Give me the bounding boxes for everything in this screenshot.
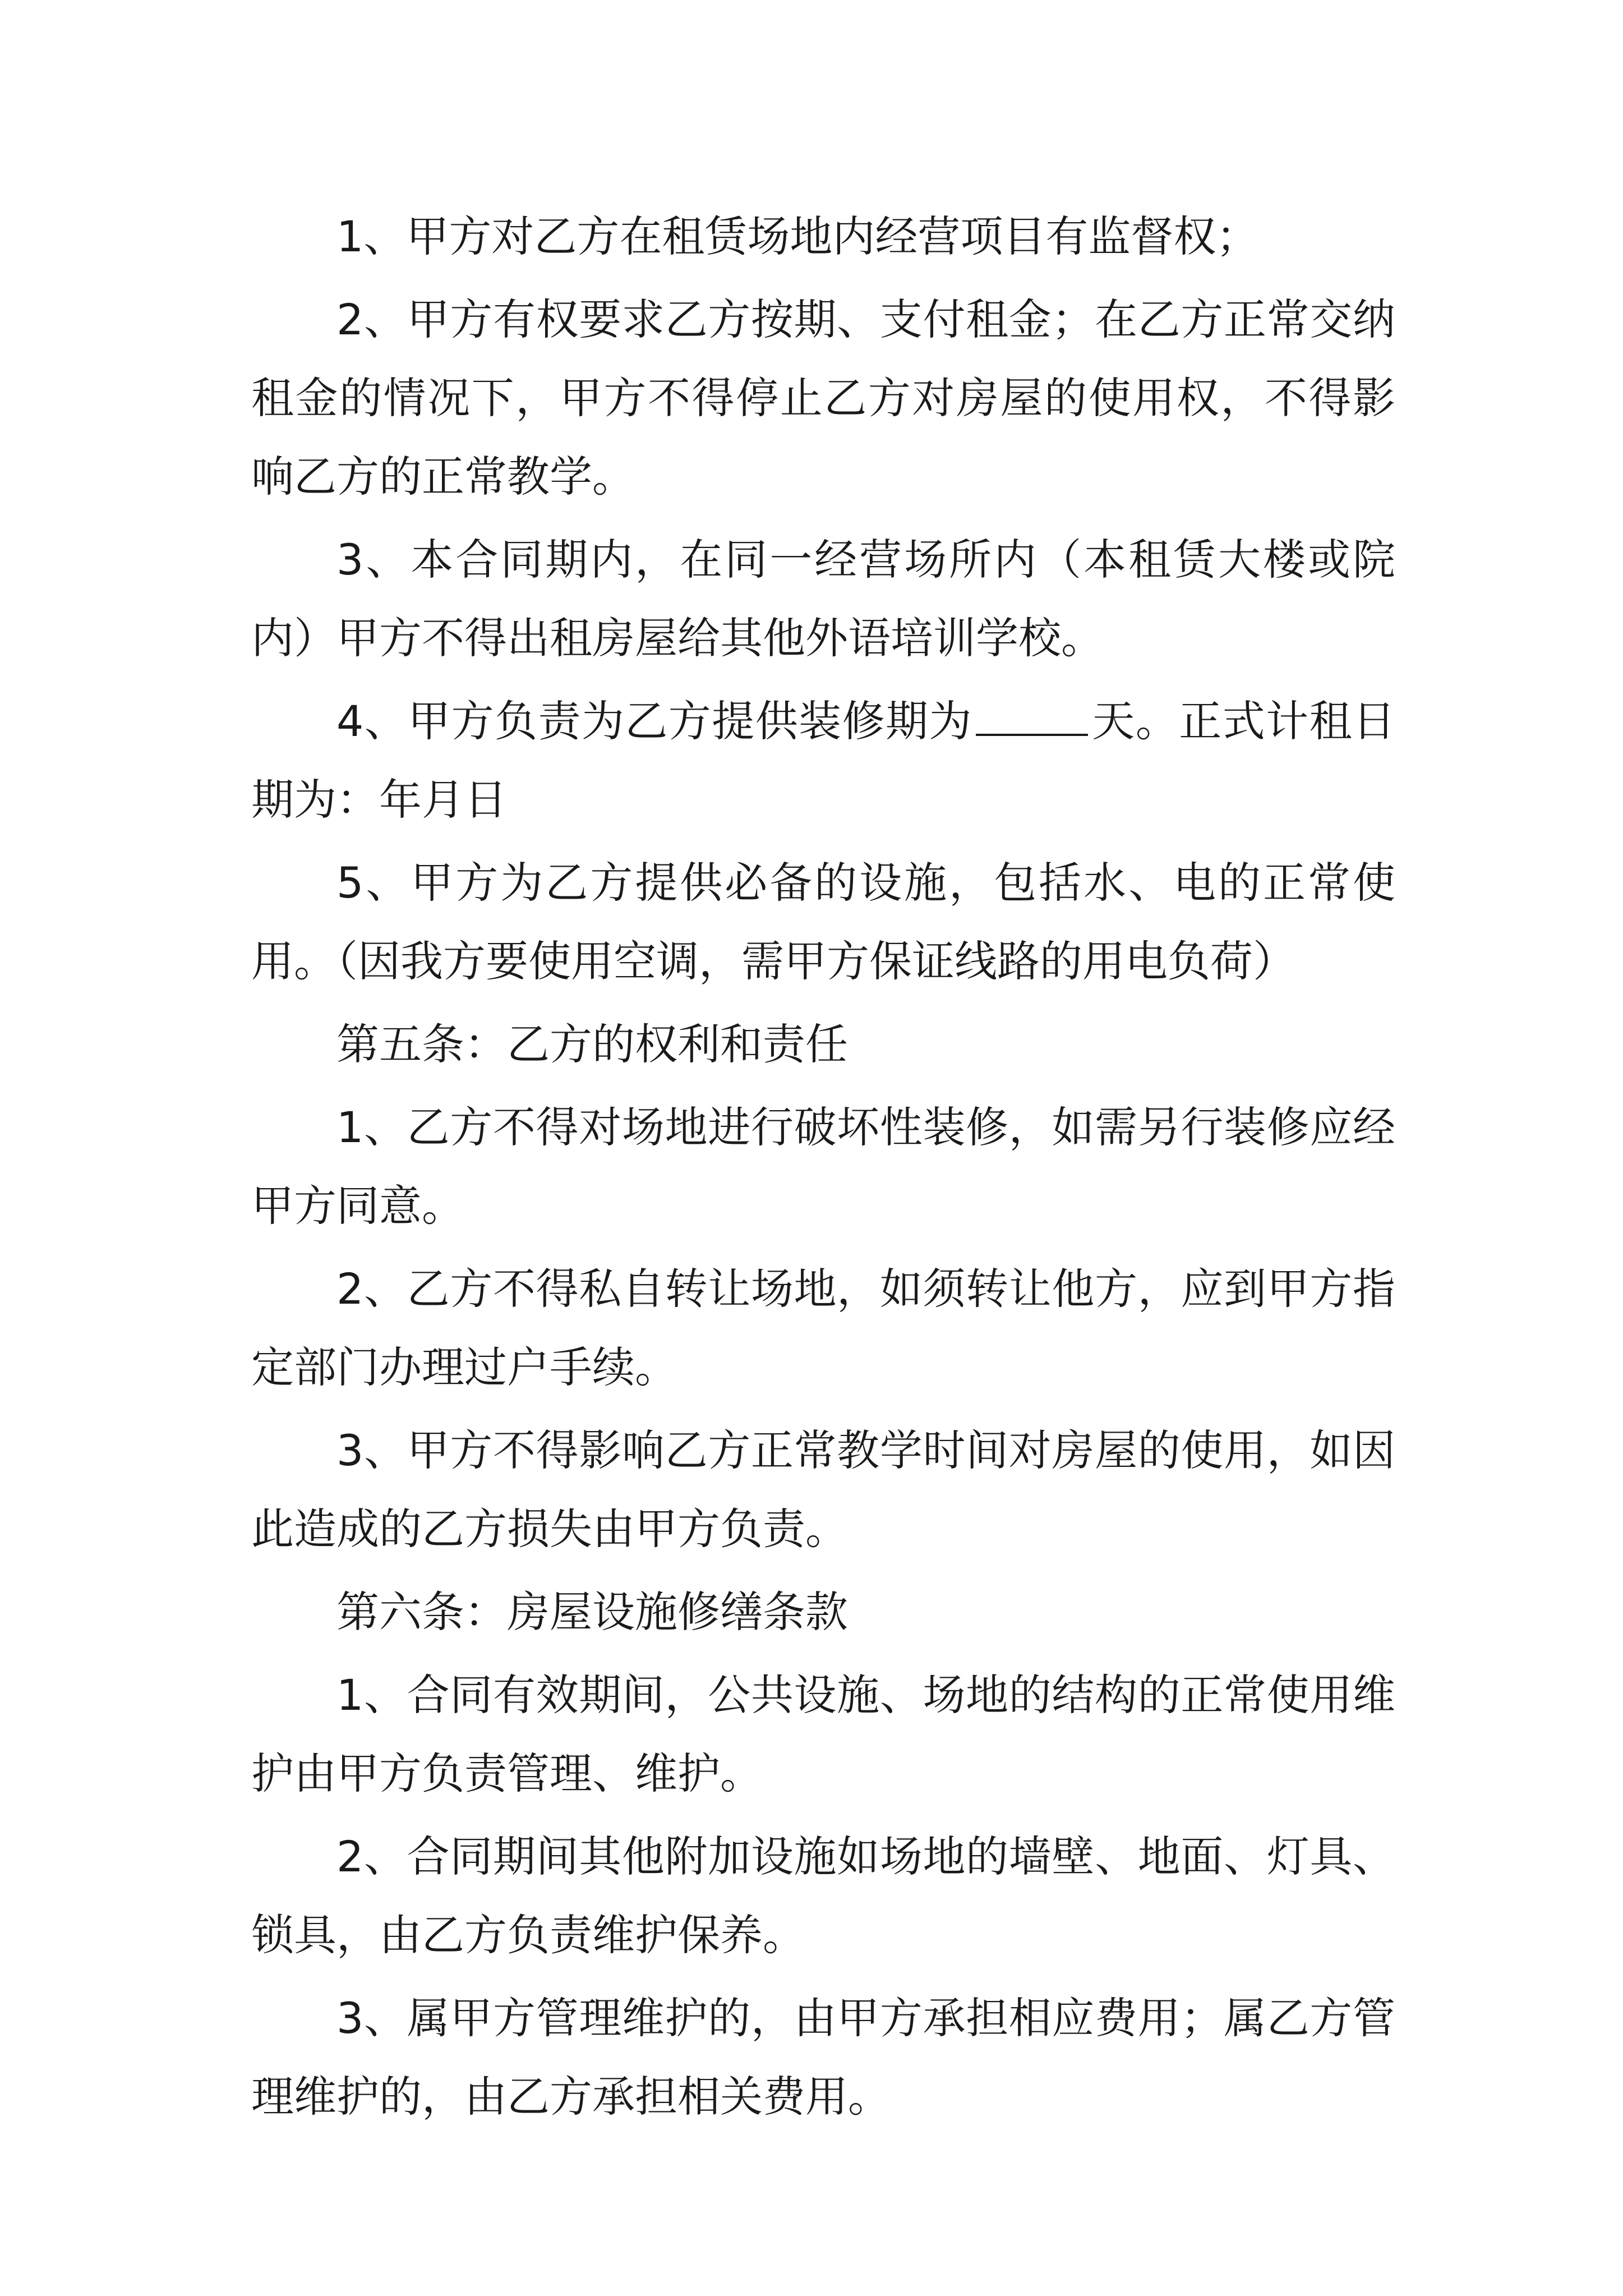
clause-paragraph-3: 3、本合同期内，在同一经营场所内（本租赁大楼或院内）甲方不得出租房屋给其他外语培训学校。	[251, 535, 1395, 663]
clause-paragraph-7: 2、乙方不得私自转让场地，如须转让他方，应到甲方指定部门办理过户手续。	[251, 1264, 1395, 1392]
clause-paragraph-4-start: 4、甲方负责为乙方提供装修期为	[336, 696, 972, 746]
clause-paragraph-10: 2、合同期间其他附加设施如场地的墙壁、地面、灯具、锁具，由乙方负责维护保养。	[251, 1832, 1395, 1960]
document-page	[251, 197, 1395, 2141]
clause-paragraph-8: 3、甲方不得影响乙方正常教学时间对房屋的使用，如因此造成的乙方损失由甲方负责。	[251, 1425, 1395, 1554]
clause-paragraph-1: 1、甲方对乙方在租赁场地内经营项目有监督权；	[336, 211, 1259, 261]
section-heading-5: 第五条：乙方的权利和责任	[336, 1019, 848, 1069]
clause-paragraph-9: 1、合同有效期间，公共设施、场地的结构的正常使用维护由甲方负责管理、维护。	[251, 1670, 1395, 1798]
clause-paragraph-4	[251, 682, 1395, 839]
clause-paragraph-4-end: 天。正式计租日期为：年月日	[251, 696, 1396, 825]
blank-fill-line	[976, 700, 1088, 736]
section-heading-6: 第六条：房屋设施修缮条款	[336, 1587, 848, 1637]
clause-paragraph-5: 5、甲方为乙方提供必备的设施，包括水、电的正常使用。（因我方要使用空调，需甲方保证线路的用电负荷）	[251, 858, 1395, 986]
clause-paragraph-11: 3、属甲方管理维护的，由甲方承担相应费用；属乙方管理维护的，由乙方承担相关费用。	[251, 1993, 1395, 2122]
clause-paragraph-2: 2、甲方有权要求乙方按期、支付租金；在乙方正常交纳租金的情况下，甲方不得停止乙方对房屋的使用权，不得影响乙方的正常教学。	[251, 295, 1395, 501]
clause-paragraph-6: 1、乙方不得对场地进行破坏性装修，如需另行装修应经甲方同意。	[251, 1102, 1395, 1231]
